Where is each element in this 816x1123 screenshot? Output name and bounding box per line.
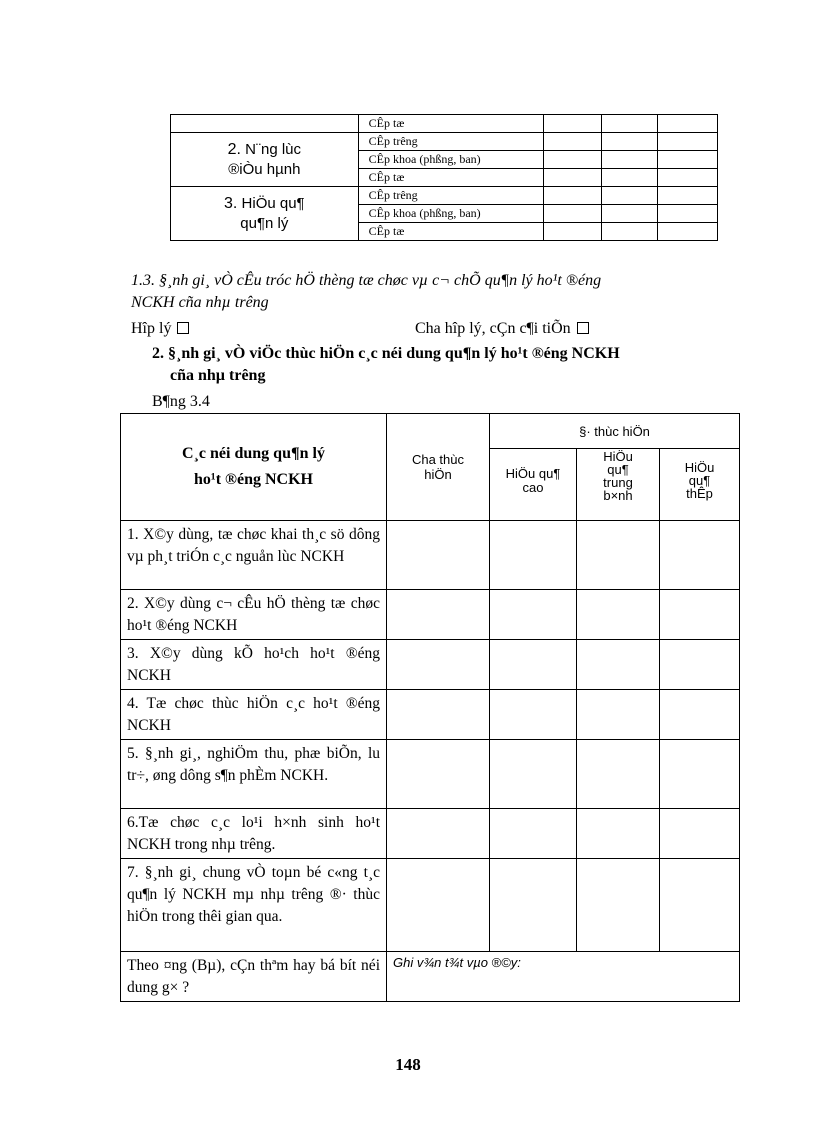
cell-not-done[interactable] bbox=[387, 809, 490, 859]
table-row bbox=[121, 690, 740, 740]
level-cell: CÊp tæ bbox=[358, 169, 544, 187]
group-cell bbox=[171, 115, 359, 133]
level-cell: CÊp khoa (phßng, ban) bbox=[358, 205, 544, 223]
footer-question: Theo ¤ng (Bµ), cÇn thªm hay bá bít néi dung g× ? bbox=[121, 952, 387, 1002]
cell-high[interactable] bbox=[490, 590, 577, 640]
col-header-content: C¸c néi dung qu¶n lý ho¹t ®éng NCKH bbox=[121, 414, 387, 521]
checkbox-reasonable[interactable] bbox=[177, 322, 189, 334]
row-content: 3. X©y dùng kÕ ho¹ch ho¹t ®éng NCKH bbox=[121, 640, 387, 690]
section-2-heading-cont: cña nhµ trêng bbox=[170, 367, 266, 384]
cell-not-done[interactable] bbox=[387, 740, 490, 809]
table-header-row bbox=[121, 414, 740, 449]
cell-not-done[interactable] bbox=[387, 521, 490, 590]
cell-high[interactable] bbox=[490, 521, 577, 590]
cell-medium[interactable] bbox=[577, 859, 660, 952]
table-row bbox=[121, 859, 740, 952]
table-row bbox=[121, 952, 740, 1002]
cell-medium[interactable] bbox=[577, 690, 660, 740]
table-row bbox=[121, 640, 740, 690]
row-content: 6.Tæ chøc c¸c lo¹i h×nh sinh ho¹t NCKH trong nhµ trêng. bbox=[121, 809, 387, 859]
cell-high[interactable] bbox=[490, 740, 577, 809]
page-number: 148 bbox=[395, 1055, 421, 1074]
table-row bbox=[171, 133, 718, 151]
cell-not-done[interactable] bbox=[387, 640, 490, 690]
col-header-high: HiÖu qu¶ cao bbox=[490, 449, 577, 521]
cell-not-done[interactable] bbox=[387, 590, 490, 640]
section-1-3-heading: 1.3. §¸nh gi¸ vÒ cÊu tróc hÖ thèng tæ chøc vµ c¬ chÕ qu¶n lý ho¹t ®éng bbox=[131, 272, 602, 289]
group-title-efficiency: 3. HiÖu qu¶ qu¶n lý bbox=[171, 187, 359, 241]
cell-medium[interactable] bbox=[577, 590, 660, 640]
row-content: 7. §¸nh gi¸ chung vÒ toµn bé c«ng t¸c qu¶n lý NCKH mµ nhµ trêng ®· thùc hiÖn trong thêi gian qua. bbox=[121, 859, 387, 952]
cell-not-done[interactable] bbox=[387, 690, 490, 740]
section-1-3-heading-cont: NCKH cña nhµ trêng bbox=[131, 294, 269, 311]
cell-medium[interactable] bbox=[577, 521, 660, 590]
level-cell: CÊp tæ bbox=[358, 115, 544, 133]
cell-low[interactable] bbox=[660, 690, 740, 740]
row-content: 5. §¸nh gi¸, nghiÖm thu, phæ biÕn, lu tr÷, øng dông s¶n phÈm NCKH. bbox=[121, 740, 387, 809]
footer-note-field[interactable]: Ghi v¾n t¾t vµo ®©y: bbox=[387, 952, 740, 1002]
option-reasonable[interactable]: Hîp lý bbox=[131, 318, 189, 340]
table-caption: B¶ng 3.4 bbox=[152, 393, 210, 410]
cell-high[interactable] bbox=[490, 640, 577, 690]
cell-low[interactable] bbox=[660, 640, 740, 690]
table-row bbox=[121, 809, 740, 859]
checkbox-unreasonable[interactable] bbox=[577, 322, 589, 334]
cell-medium[interactable] bbox=[577, 809, 660, 859]
level-cell: CÊp trêng bbox=[358, 133, 544, 151]
col-header-low: HiÖu qu¶ thÊp bbox=[660, 449, 740, 521]
cell-high[interactable] bbox=[490, 690, 577, 740]
cell-medium[interactable] bbox=[577, 640, 660, 690]
cell-low[interactable] bbox=[660, 521, 740, 590]
level-cell: CÊp khoa (phßng, ban) bbox=[358, 151, 544, 169]
table-row bbox=[171, 187, 718, 205]
cell-low[interactable] bbox=[660, 859, 740, 952]
level-cell: CÊp tæ bbox=[358, 223, 544, 241]
cell-high[interactable] bbox=[490, 859, 577, 952]
group-title-capacity: 2. N¨ng lùc ®iÒu hµnh bbox=[171, 133, 359, 187]
option-unreasonable[interactable]: Cha hîp lý, cÇn c¶i tiÕn bbox=[415, 318, 589, 340]
cell-not-done[interactable] bbox=[387, 859, 490, 952]
cell-medium[interactable] bbox=[577, 740, 660, 809]
cell-low[interactable] bbox=[660, 809, 740, 859]
row-content: 2. X©y dùng c¬ cÊu hÖ thèng tæ chøc ho¹t ®éng NCKH bbox=[121, 590, 387, 640]
row-content: 1. X©y dùng, tæ chøc khai th¸c sö dông vµ ph¸t triÓn c¸c nguån lùc NCKH bbox=[121, 521, 387, 590]
table-row bbox=[171, 115, 718, 133]
col-header-done: §· thùc hiÖn bbox=[490, 414, 740, 449]
cell-high[interactable] bbox=[490, 809, 577, 859]
cell-low[interactable] bbox=[660, 740, 740, 809]
table-row bbox=[121, 740, 740, 809]
col-header-medium: HiÖu qu¶ trung b×nh bbox=[577, 449, 660, 521]
table-row bbox=[121, 521, 740, 590]
section-2-heading: 2. §¸nh gi¸ vÒ viÖc thùc hiÖn c¸c néi dung qu¶n lý ho¹t ®éng NCKH bbox=[152, 345, 620, 362]
col-header-not-done: Cha thùc hiÖn bbox=[387, 414, 490, 521]
row-content: 4. Tæ chøc thùc hiÖn c¸c ho¹t ®éng NCKH bbox=[121, 690, 387, 740]
management-content-table bbox=[120, 413, 740, 1002]
top-evaluation-table bbox=[170, 114, 718, 241]
table-row bbox=[121, 590, 740, 640]
cell-low[interactable] bbox=[660, 590, 740, 640]
level-cell: CÊp trêng bbox=[358, 187, 544, 205]
